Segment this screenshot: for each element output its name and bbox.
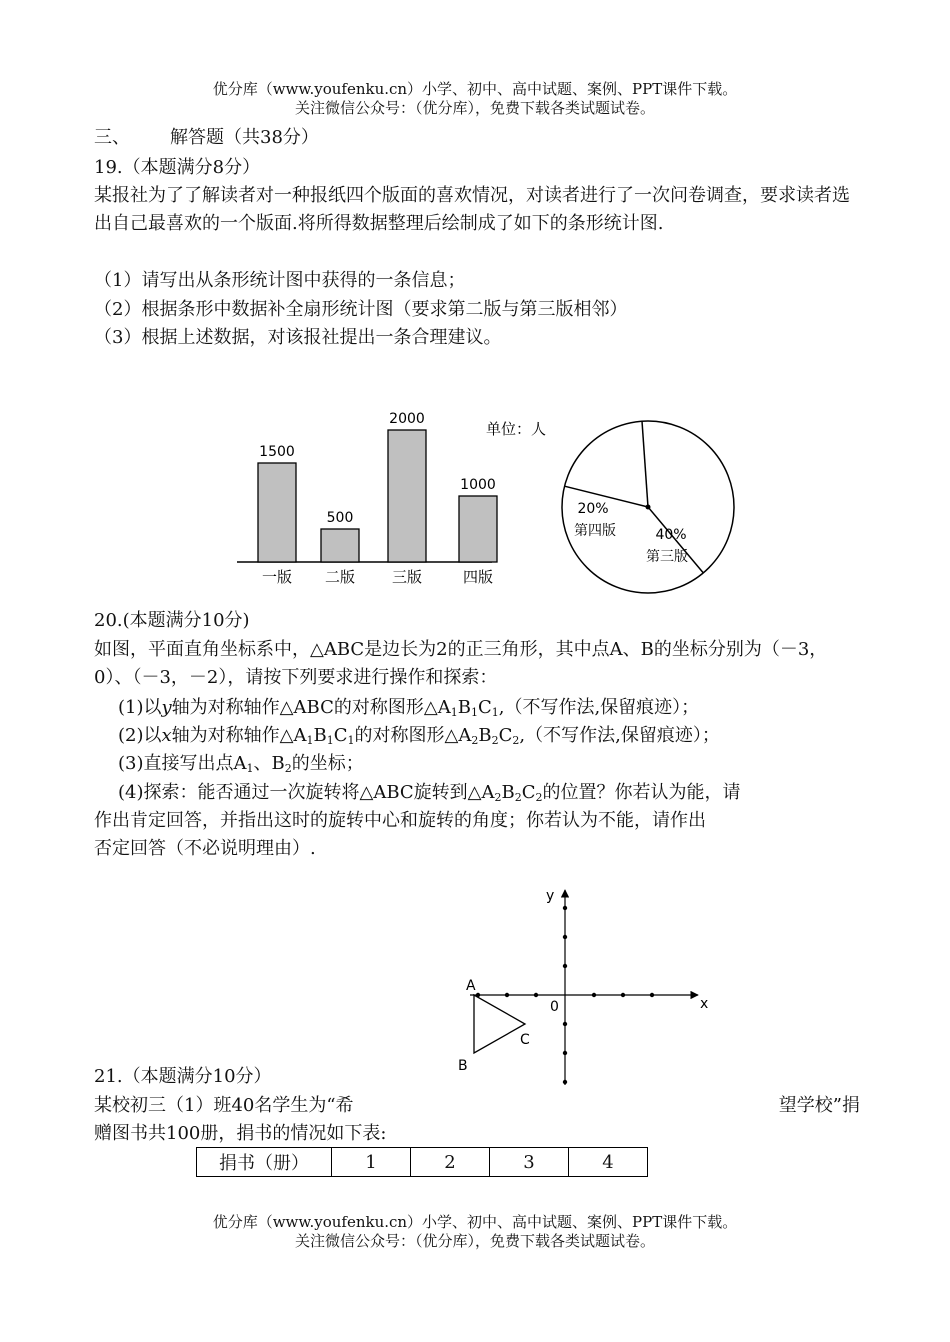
bar-value-label: 500 [326, 510, 354, 526]
page-footer-line1: 优分库（www.youfenku.cn）小学、初中、高中试题、案例、PPT课件下载。 [212, 1213, 738, 1231]
y-tick-dot [563, 1051, 567, 1055]
page-footer-line2: 关注微信公众号：（优分库），免费下载各类试题试卷。 [294, 1232, 655, 1250]
bar-3 [388, 430, 426, 562]
q19-item1: （1）请写出从条形统计图中获得的一条信息； [94, 270, 466, 291]
page-header-line1: 优分库（www.youfenku.cn）小学、初中、高中试题、案例、PPT课件下载。 [212, 80, 738, 98]
triangle-abc [474, 995, 525, 1053]
bar-value-label: 2000 [389, 411, 425, 427]
section-title: 解答题 [170, 127, 224, 148]
bar-chart-unit: 单位：人 [486, 420, 547, 438]
table-cell: 4 [569, 1148, 648, 1177]
q20-heading: 20.(本题满分10分) [94, 610, 250, 631]
bar-2 [321, 529, 359, 562]
point-c-label: C [520, 1032, 530, 1048]
bar-value-label: 1500 [259, 444, 295, 460]
bar-4 [459, 496, 497, 562]
table-row [197, 1148, 648, 1177]
pie-slice-3-percent: 40% [655, 527, 687, 543]
q21-line1-left: 某校初三（1）班40名学生为“希 [94, 1095, 354, 1116]
pie-chart [555, 415, 745, 605]
q20-item4-line2: 作出肯定回答，并指出这时的旋转中心和旋转的角度；你若认为不能，请作出 [94, 810, 706, 831]
x-tick-dot [650, 993, 654, 997]
q21-line1-right: 望学校”捐 [778, 1095, 860, 1116]
pie-slice-4-label: 第四版 [574, 523, 616, 539]
x-tick-dot [621, 993, 625, 997]
x-tick-dot [505, 993, 509, 997]
q20-body: 如图，平面直角坐标系中，△ABC是边长为2的正三角形，其中点A、B的坐标分别为（－3，0）、（－3，－2），请按下列要求进行操作和探索： [94, 639, 828, 688]
q20-item3: (3)直接写出点$A_1$、$B_2$的坐标； [118, 753, 364, 775]
q19-heading: 19.（本题满分8分） [94, 157, 261, 178]
y-tick-dot [563, 906, 567, 910]
donation-table [196, 1147, 648, 1177]
point-a-label: A [466, 978, 476, 994]
pie-slice-4-percent: 20% [577, 501, 609, 517]
y-tick-dot [563, 964, 567, 968]
bar-chart [230, 398, 547, 598]
q20-item2: (2)以x轴为对称轴作$\triangle A_1B_1C_1$的对称图形$\triangle A_2B_2C_2$,（不写作法,保留痕迹）； [118, 725, 720, 747]
bar-category-label: 三版 [391, 568, 423, 586]
x-tick-dot [592, 993, 596, 997]
bar-category-label: 四版 [462, 568, 494, 586]
x-tick-dot [534, 993, 538, 997]
origin-label: 0 [550, 999, 559, 1015]
q21-line2: 赠图书共100册，捐书的情况如下表: [94, 1123, 387, 1144]
point-b-label: B [458, 1058, 468, 1074]
table-cell: 3 [490, 1148, 569, 1177]
table-cell: 1 [332, 1148, 411, 1177]
y-axis-label: y [546, 888, 555, 904]
q20-item1: (1)以y轴为对称轴作△ABC的对称图形$\triangle A_1B_1C_1$,（不写作法,保留痕迹）； [118, 697, 700, 719]
x-axis-label: x [700, 996, 709, 1012]
page-header-line2: 关注微信公众号：（优分库），免费下载各类试题试卷。 [294, 99, 655, 117]
table-cell: 2 [411, 1148, 490, 1177]
section-points: （共38分） [224, 127, 319, 148]
q19-item3: （3）根据上述数据，对该报社提出一条合理建议。 [94, 327, 502, 348]
q19-body: 某报社为了了解读者对一种报纸四个版面的喜欢情况，对读者进行了一次问卷调查，要求读者选出自己最喜欢的一个版面.将所得数据整理后绘制成了如下的条形统计图. [94, 185, 850, 234]
y-tick-dot [563, 1022, 567, 1026]
pie-slice-3-label: 第三版 [646, 549, 688, 565]
bar-1 [258, 463, 296, 562]
section-heading [94, 124, 859, 152]
section-number: 三、 [94, 127, 130, 148]
q19-item2: （2）根据条形中数据补全扇形统计图（要求第二版与第三版相邻） [94, 299, 628, 320]
bar-category-label: 二版 [324, 568, 356, 586]
pie-center [646, 505, 651, 510]
table-header-cell: 捐书（册） [197, 1148, 332, 1177]
bar-value-label: 1000 [460, 477, 496, 493]
q20-item4-line3: 否定回答（不必说明理由）. [94, 838, 316, 859]
y-tick-dot [563, 935, 567, 939]
q21-heading: 21.（本题满分10分） [94, 1066, 272, 1087]
q20-item4: (4)探索：能否通过一次旋转将△ABC旋转到$\triangle A_2B_2C_2$的位置？你若认为能，请 [118, 782, 741, 804]
bar-category-label: 一版 [261, 568, 293, 586]
